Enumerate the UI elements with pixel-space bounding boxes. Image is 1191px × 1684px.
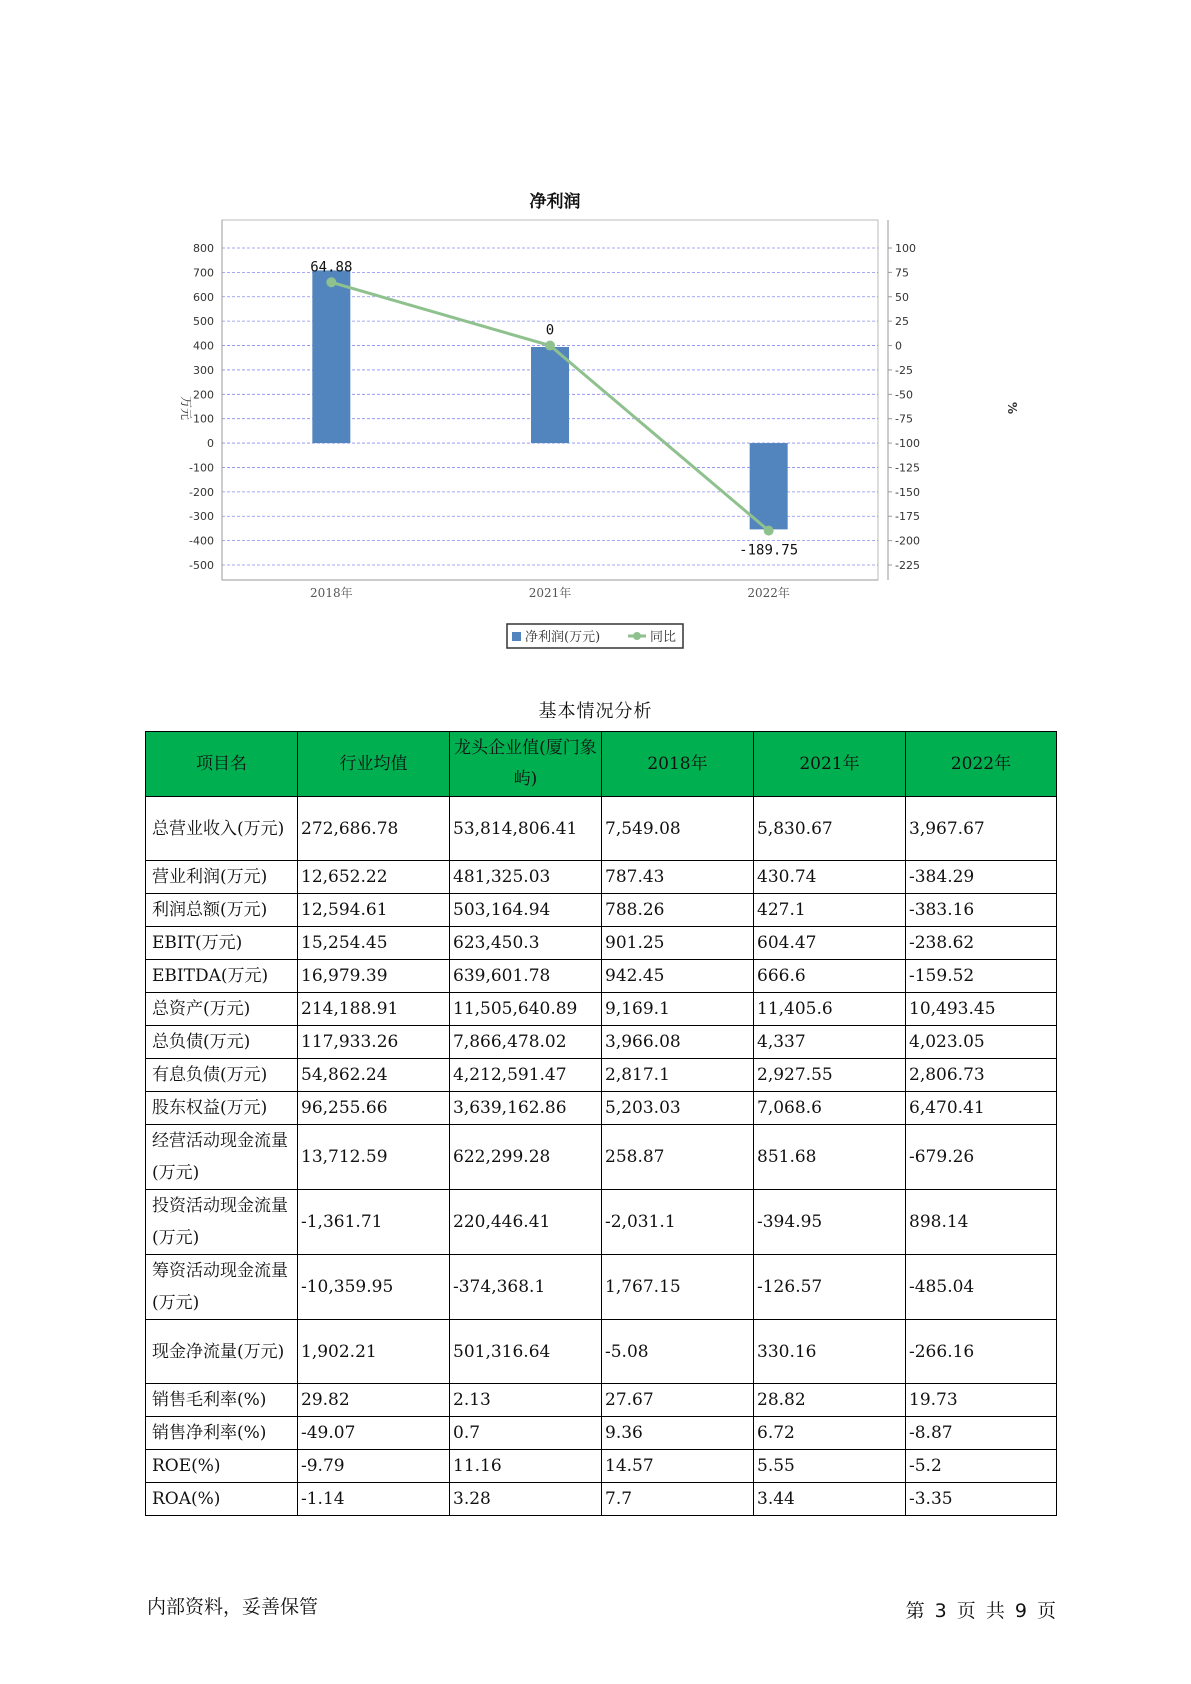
y-right-tick-label: -150 bbox=[895, 485, 920, 499]
value-cell: 942.45 bbox=[602, 960, 754, 993]
line-point-yoy bbox=[326, 277, 336, 287]
value-cell: 901.25 bbox=[602, 927, 754, 960]
value-cell: -266.16 bbox=[906, 1320, 1057, 1384]
value-cell: 851.68 bbox=[754, 1125, 906, 1190]
line-point-yoy bbox=[764, 526, 774, 536]
y-right-tick-label: -200 bbox=[895, 534, 920, 548]
legend-swatch-bar bbox=[512, 632, 521, 641]
value-cell: 27.67 bbox=[602, 1384, 754, 1417]
footer-page-number: 第 3 页 共 9 页 bbox=[905, 1600, 1056, 1622]
y-right-tick-label: 75 bbox=[895, 266, 909, 280]
bar-net-profit bbox=[531, 347, 569, 443]
value-cell: 12,594.61 bbox=[298, 894, 450, 927]
value-cell: 622,299.28 bbox=[450, 1125, 602, 1190]
row-label-cell: 总负债(万元) bbox=[146, 1026, 298, 1059]
y-right-tick-label: -75 bbox=[895, 412, 913, 426]
table-row bbox=[146, 960, 1057, 993]
y-left-tick-label: 400 bbox=[193, 339, 214, 353]
value-cell: -374,368.1 bbox=[450, 1255, 602, 1320]
value-cell: 29.82 bbox=[298, 1384, 450, 1417]
chart-title: 净利润 bbox=[529, 192, 581, 212]
value-cell: 427.1 bbox=[754, 894, 906, 927]
x-tick-label: 2018年 bbox=[310, 586, 353, 600]
data-label-yoy: -189.75 bbox=[739, 542, 799, 559]
col-header: 项目名 bbox=[146, 732, 298, 797]
value-cell: 14.57 bbox=[602, 1450, 754, 1483]
y-right-tick-label: -225 bbox=[895, 559, 920, 572]
value-cell: -8.87 bbox=[906, 1417, 1057, 1450]
y-right-tick-label: 25 bbox=[895, 315, 909, 329]
table-row bbox=[146, 927, 1057, 960]
table-row bbox=[146, 1384, 1057, 1417]
y-right-tick-label: -50 bbox=[895, 388, 913, 402]
y-right-tick-label: 100 bbox=[895, 242, 916, 255]
value-cell: -1,361.71 bbox=[298, 1190, 450, 1255]
table-row bbox=[146, 1059, 1057, 1092]
y-left-tick-label: 600 bbox=[193, 290, 214, 304]
value-cell: 5.55 bbox=[754, 1450, 906, 1483]
value-cell: 2,806.73 bbox=[906, 1059, 1057, 1092]
value-cell: 604.47 bbox=[754, 927, 906, 960]
value-cell: -384.29 bbox=[906, 861, 1057, 894]
value-cell: -10,359.95 bbox=[298, 1255, 450, 1320]
value-cell: 7,068.6 bbox=[754, 1092, 906, 1125]
value-cell: 3.28 bbox=[450, 1483, 602, 1516]
y-right-tick-label: -25 bbox=[895, 363, 913, 377]
col-header: 2021年 bbox=[754, 732, 906, 797]
value-cell: 96,255.66 bbox=[298, 1092, 450, 1125]
value-cell: 11,405.6 bbox=[754, 993, 906, 1026]
table-row bbox=[146, 993, 1057, 1026]
table-row bbox=[146, 1255, 1057, 1320]
y-left-tick-label: 500 bbox=[193, 315, 214, 329]
value-cell: -383.16 bbox=[906, 894, 1057, 927]
chart-svg bbox=[160, 190, 1040, 660]
y-left-tick-label: 100 bbox=[193, 412, 214, 426]
col-header: 2022年 bbox=[906, 732, 1057, 797]
y-left-tick-label: 700 bbox=[193, 266, 214, 280]
bar-net-profit bbox=[312, 270, 350, 443]
value-cell: -485.04 bbox=[906, 1255, 1057, 1320]
row-label-cell: 总营业收入(万元) bbox=[146, 797, 298, 861]
table-row bbox=[146, 1417, 1057, 1450]
row-label-cell: 营业利润(万元) bbox=[146, 861, 298, 894]
value-cell: 10,493.45 bbox=[906, 993, 1057, 1026]
y-left-tick-label: 0 bbox=[207, 437, 214, 451]
value-cell: 3,966.08 bbox=[602, 1026, 754, 1059]
table-title: 基本情况分析 bbox=[538, 701, 653, 722]
row-label-cell: 股东权益(万元) bbox=[146, 1092, 298, 1125]
row-label-cell: 投资活动现金流量(万元) bbox=[146, 1190, 298, 1255]
table-row bbox=[146, 894, 1057, 927]
y-right-tick-label: -100 bbox=[895, 437, 920, 451]
value-cell: -1.14 bbox=[298, 1483, 450, 1516]
value-cell: 258.87 bbox=[602, 1125, 754, 1190]
row-label-cell: 利润总额(万元) bbox=[146, 894, 298, 927]
line-point-yoy bbox=[545, 341, 555, 351]
value-cell: 53,814,806.41 bbox=[450, 797, 602, 861]
value-cell: -394.95 bbox=[754, 1190, 906, 1255]
value-cell: 330.16 bbox=[754, 1320, 906, 1384]
y-right-tick-label: 50 bbox=[895, 290, 909, 304]
x-tick-label: 2021年 bbox=[528, 586, 572, 600]
value-cell: 898.14 bbox=[906, 1190, 1057, 1255]
value-cell: 503,164.94 bbox=[450, 894, 602, 927]
col-header: 行业均值 bbox=[298, 732, 450, 797]
value-cell: 666.6 bbox=[754, 960, 906, 993]
y-left-tick-label: 300 bbox=[193, 363, 214, 377]
value-cell: 7.7 bbox=[602, 1483, 754, 1516]
value-cell: 5,203.03 bbox=[602, 1092, 754, 1125]
x-tick-label: 2022年 bbox=[747, 586, 790, 600]
table-row bbox=[146, 1125, 1057, 1190]
value-cell: -9.79 bbox=[298, 1450, 450, 1483]
value-cell: 6.72 bbox=[754, 1417, 906, 1450]
table-row bbox=[146, 1483, 1057, 1516]
row-label-cell: 筹资活动现金流量(万元) bbox=[146, 1255, 298, 1320]
basic-analysis-table bbox=[145, 731, 1057, 1516]
value-cell: 639,601.78 bbox=[450, 960, 602, 993]
value-cell: 7,549.08 bbox=[602, 797, 754, 861]
net-profit-chart bbox=[160, 190, 1040, 660]
col-header: 龙头企业值(厦门象屿) bbox=[450, 732, 602, 797]
value-cell: 788.26 bbox=[602, 894, 754, 927]
value-cell: 28.82 bbox=[754, 1384, 906, 1417]
y-left-tick-label: 200 bbox=[193, 388, 214, 402]
y-left-tick-label: -300 bbox=[189, 510, 214, 524]
table-row bbox=[146, 1092, 1057, 1125]
value-cell: -126.57 bbox=[754, 1255, 906, 1320]
y-left-tick-label: -100 bbox=[189, 461, 214, 475]
value-cell: 13,712.59 bbox=[298, 1125, 450, 1190]
table-header-row bbox=[146, 732, 1057, 797]
value-cell: 3,639,162.86 bbox=[450, 1092, 602, 1125]
value-cell: 220,446.41 bbox=[450, 1190, 602, 1255]
value-cell: 4,337 bbox=[754, 1026, 906, 1059]
value-cell: 4,023.05 bbox=[906, 1026, 1057, 1059]
value-cell: -679.26 bbox=[906, 1125, 1057, 1190]
row-label-cell: ROE(%) bbox=[146, 1450, 298, 1483]
row-label-cell: 销售净利率(%) bbox=[146, 1417, 298, 1450]
value-cell: 2.13 bbox=[450, 1384, 602, 1417]
value-cell: -49.07 bbox=[298, 1417, 450, 1450]
value-cell: 623,450.3 bbox=[450, 927, 602, 960]
table-row bbox=[146, 797, 1057, 861]
row-label-cell: EBIT(万元) bbox=[146, 927, 298, 960]
row-label-cell: 有息负债(万元) bbox=[146, 1059, 298, 1092]
value-cell: -3.35 bbox=[906, 1483, 1057, 1516]
row-label-cell: 总资产(万元) bbox=[146, 993, 298, 1026]
value-cell: 2,817.1 bbox=[602, 1059, 754, 1092]
table-row bbox=[146, 861, 1057, 894]
legend-swatch-marker bbox=[633, 632, 641, 640]
table-row bbox=[146, 1026, 1057, 1059]
legend-label-line: 同比 bbox=[650, 630, 677, 645]
value-cell: 117,933.26 bbox=[298, 1026, 450, 1059]
value-cell: 5,830.67 bbox=[754, 797, 906, 861]
value-cell: -2,031.1 bbox=[602, 1190, 754, 1255]
footer-confidential-note: 内部资料，妥善保管 bbox=[147, 1596, 319, 1618]
row-label-cell: 经营活动现金流量(万元) bbox=[146, 1125, 298, 1190]
y-right-axis-title: % bbox=[1005, 401, 1019, 415]
value-cell: -238.62 bbox=[906, 927, 1057, 960]
y-left-tick-label: -400 bbox=[189, 534, 214, 548]
value-cell: 16,979.39 bbox=[298, 960, 450, 993]
value-cell: 214,188.91 bbox=[298, 993, 450, 1026]
row-label-cell: EBITDA(万元) bbox=[146, 960, 298, 993]
y-left-tick-label: -500 bbox=[189, 559, 214, 572]
value-cell: 4,212,591.47 bbox=[450, 1059, 602, 1092]
value-cell: 3.44 bbox=[754, 1483, 906, 1516]
data-label-yoy: 64.88 bbox=[310, 259, 353, 276]
value-cell: 54,862.24 bbox=[298, 1059, 450, 1092]
col-header: 2018年 bbox=[602, 732, 754, 797]
legend-label-bar: 净利润(万元) bbox=[525, 630, 601, 645]
row-label-cell: 销售毛利率(%) bbox=[146, 1384, 298, 1417]
value-cell: 9.36 bbox=[602, 1417, 754, 1450]
value-cell: -159.52 bbox=[906, 960, 1057, 993]
value-cell: 9,169.1 bbox=[602, 993, 754, 1026]
row-label-cell: ROA(%) bbox=[146, 1483, 298, 1516]
value-cell: 0.7 bbox=[450, 1417, 602, 1450]
value-cell: 19.73 bbox=[906, 1384, 1057, 1417]
value-cell: -5.2 bbox=[906, 1450, 1057, 1483]
value-cell: 7,866,478.02 bbox=[450, 1026, 602, 1059]
y-left-axis-title: 万元 bbox=[179, 395, 193, 421]
value-cell: 11,505,640.89 bbox=[450, 993, 602, 1026]
value-cell: 501,316.64 bbox=[450, 1320, 602, 1384]
row-label-cell: 现金净流量(万元) bbox=[146, 1320, 298, 1384]
y-right-tick-label: 0 bbox=[895, 339, 902, 353]
table-row bbox=[146, 1320, 1057, 1384]
y-left-tick-label: -200 bbox=[189, 485, 214, 499]
y-left-tick-label: 800 bbox=[193, 242, 214, 255]
table-row bbox=[146, 1450, 1057, 1483]
table-row bbox=[146, 1190, 1057, 1255]
value-cell: 787.43 bbox=[602, 861, 754, 894]
y-right-tick-label: -175 bbox=[895, 510, 920, 524]
value-cell: 430.74 bbox=[754, 861, 906, 894]
value-cell: 1,767.15 bbox=[602, 1255, 754, 1320]
value-cell: 15,254.45 bbox=[298, 927, 450, 960]
bar-net-profit bbox=[750, 443, 788, 529]
value-cell: 2,927.55 bbox=[754, 1059, 906, 1092]
data-label-yoy: 0 bbox=[545, 322, 555, 339]
value-cell: 481,325.03 bbox=[450, 861, 602, 894]
value-cell: 3,967.67 bbox=[906, 797, 1057, 861]
value-cell: 1,902.21 bbox=[298, 1320, 450, 1384]
value-cell: 6,470.41 bbox=[906, 1092, 1057, 1125]
value-cell: -5.08 bbox=[602, 1320, 754, 1384]
value-cell: 11.16 bbox=[450, 1450, 602, 1483]
y-right-tick-label: -125 bbox=[895, 461, 920, 475]
value-cell: 12,652.22 bbox=[298, 861, 450, 894]
value-cell: 272,686.78 bbox=[298, 797, 450, 861]
